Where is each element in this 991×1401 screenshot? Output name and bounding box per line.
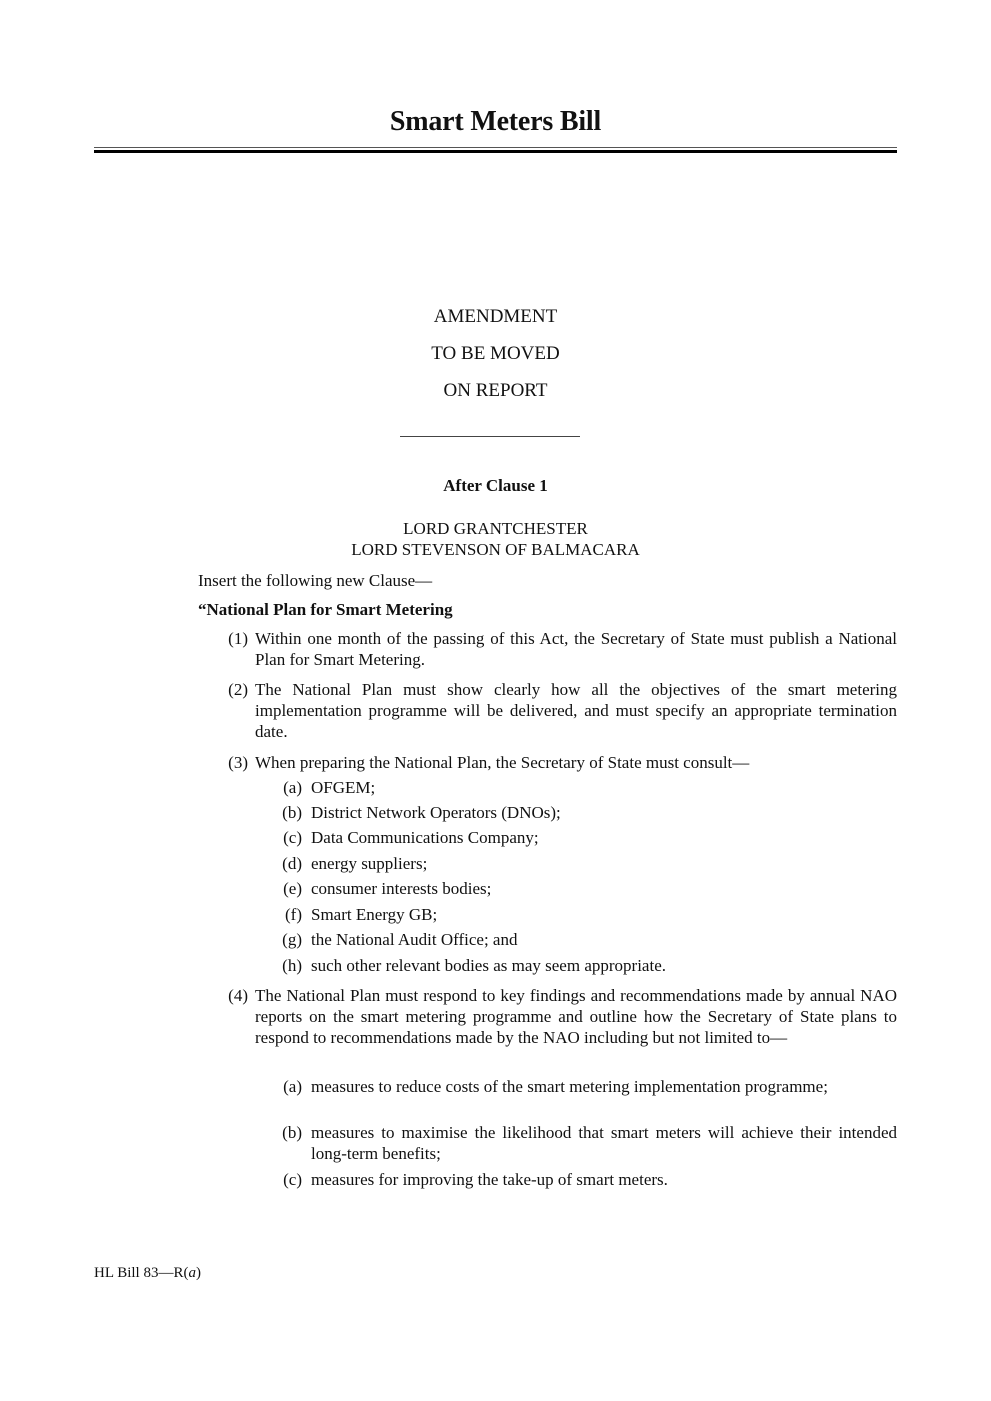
mover-2: LORD STEVENSON OF BALMACARA (351, 540, 640, 559)
paragraph-number: (e) (283, 879, 302, 898)
paragraph-number: (a) (283, 778, 302, 797)
title-rule-thick (94, 150, 897, 153)
paragraph-text: the National Audit Office; and (311, 930, 518, 949)
stage-line-1: AMENDMENT (433, 306, 558, 327)
subsection-number: (2) (228, 680, 248, 699)
paragraph-text: District Network Operators (DNOs); (311, 803, 561, 822)
paragraph-number: (g) (282, 930, 302, 949)
paragraph-text: energy suppliers; (311, 854, 428, 873)
subsection-text: The National Plan must show clearly how all the objectives of the smart metering implementation programme will be delivered, and must specify an appropriate termination date. (255, 680, 897, 741)
clause-heading: “National Plan for Smart Metering (198, 600, 453, 619)
paragraph-text: Smart Energy GB; (311, 905, 438, 924)
mover-1: LORD GRANTCHESTER (403, 519, 588, 538)
title-rule-thin (94, 147, 897, 148)
subsection-text: Within one month of the passing of this Act, the Secretary of State must publish a National Plan for Smart Metering. (255, 629, 897, 669)
paragraph-text: measures to reduce costs of the smart metering implementation programme; (311, 1077, 828, 1096)
paragraph-text: OFGEM; (311, 778, 376, 797)
section-divider (400, 436, 580, 437)
paragraph-number: (d) (282, 854, 302, 873)
bill-ref-suffix: ) (195, 1265, 201, 1281)
subsection-number: (4) (228, 986, 248, 1005)
paragraph-text: such other relevant bodies as may seem appropriate. (311, 956, 666, 975)
subsection-number: (3) (228, 753, 248, 772)
paragraph-number: (c) (283, 1170, 302, 1189)
bill-ref-prefix: HL Bill 83—R( (94, 1265, 189, 1281)
paragraph-text: Data Communications Company; (311, 828, 539, 847)
paragraph-text: consumer interests bodies; (311, 879, 492, 898)
subsection-text: When preparing the National Plan, the Secretary of State must consult— (255, 753, 750, 772)
paragraph-number: (f) (285, 905, 302, 924)
paragraph-number: (c) (283, 828, 302, 847)
paragraph-number: (h) (282, 956, 302, 975)
paragraph-number: (b) (282, 1123, 302, 1142)
stage-line-3: ON REPORT (443, 380, 548, 401)
bill-reference (94, 1265, 201, 1282)
amendment-position: After Clause 1 (443, 476, 548, 495)
subsection-text: The National Plan must respond to key findings and recommendations made by annual NAO reports on the smart metering programme and outline how the Secretary of State plans to respond to recommendations made by the NAO including but not limited to— (255, 986, 897, 1047)
paragraph-text: measures for improving the take-up of smart meters. (311, 1170, 668, 1189)
bill-title: Smart Meters Bill (389, 106, 602, 137)
insert-instruction: Insert the following new Clause— (198, 571, 433, 590)
paragraph-number: (b) (282, 803, 302, 822)
stage-line-2: TO BE MOVED (431, 343, 560, 364)
subsection-number: (1) (228, 629, 248, 648)
bill-ref-italic: a (188, 1265, 196, 1281)
paragraph-text: measures to maximise the likelihood that smart meters will achieve their intended long-term benefits; (311, 1123, 897, 1163)
paragraph-number: (a) (283, 1077, 302, 1096)
